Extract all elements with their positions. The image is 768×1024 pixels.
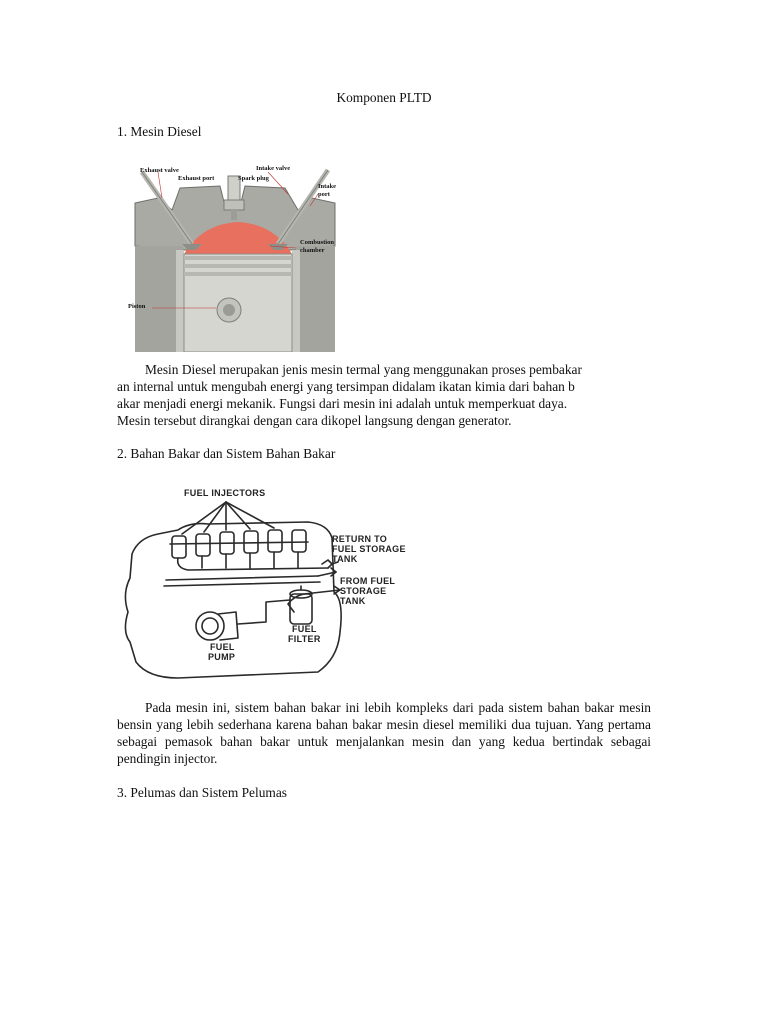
section-1-paragraph [117, 361, 651, 429]
label-combustion-1: Combustion [300, 239, 334, 246]
fuel-system-diagram [118, 482, 418, 694]
label-intake-port-2: port [318, 191, 330, 198]
page-title: Komponen PLTD [336, 90, 432, 105]
label-return-1: RETURN TO [332, 534, 388, 544]
label-combustion-2: chamber [300, 247, 325, 254]
label-filter-2: FILTER [288, 634, 321, 644]
paragraph-line: Mesin tersebut dirangkai dengan cara dikopel langsung dengan generator. [117, 413, 512, 428]
section-2-heading: 2. Bahan Bakar dan Sistem Bahan Bakar [117, 446, 336, 461]
label-exhaust-port: Exhaust port [178, 175, 215, 182]
paragraph-line: akar menjadi energi mekanik. Fungsi dari mesin ini adalah untuk memperkuat daya. [117, 396, 568, 411]
label-return-2: FUEL STORAGE [332, 544, 406, 554]
label-exhaust-valve: Exhaust valve [140, 167, 179, 174]
label-pump-2: PUMP [208, 652, 236, 662]
paragraph-text: Pada mesin ini, sistem bahan bakar ini lebih kompleks dari pada sistem bahan bakar mesin bensin yang lebih sederhana karena bahan bakar mesin diesel memiliki dua tujuan. Yang pertama sebagai pemasok bahan bakar untuk menjalankan mesin dan yang kedua bertindak sebagai pendingin injector. [117, 700, 651, 766]
paragraph-line: Mesin Diesel merupakan jenis mesin termal yang menggunakan proses pembakar [145, 362, 582, 377]
label-from-3: TANK [340, 596, 366, 606]
section-1-heading: 1. Mesin Diesel [117, 124, 202, 139]
diesel-engine-diagram [120, 158, 350, 352]
label-piston: Piston [128, 303, 146, 310]
label-pump-1: FUEL [210, 642, 235, 652]
label-from-1: FROM FUEL [340, 576, 396, 586]
label-filter-1: FUEL [292, 624, 317, 634]
label-intake-valve: Intake valve [256, 165, 291, 172]
section-2-paragraph [117, 699, 651, 767]
section-3-heading: 3. Pelumas dan Sistem Pelumas [117, 785, 287, 800]
label-fuel-injectors: FUEL INJECTORS [184, 488, 266, 498]
label-spark-plug: Spark plug [238, 175, 269, 182]
paragraph-line: an internal untuk mengubah energi yang tersimpan didalam ikatan kimia dari bahan b [117, 379, 575, 394]
label-intake-port-1: Intake [318, 183, 337, 190]
label-from-2: STORAGE [340, 586, 387, 596]
label-return-3: TANK [332, 554, 358, 564]
